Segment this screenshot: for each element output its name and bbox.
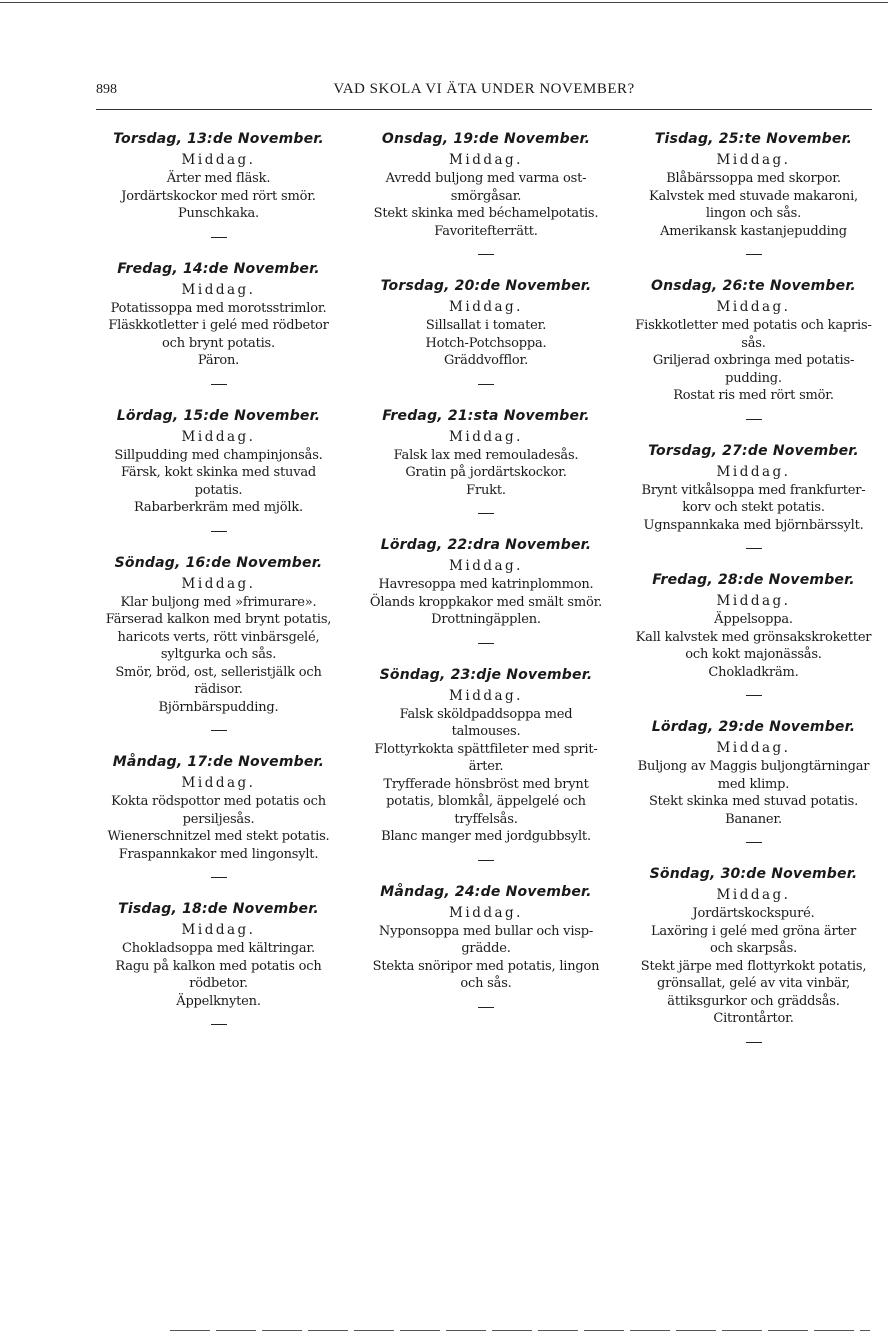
section-separator <box>746 842 762 843</box>
meal-label: Middag. <box>716 740 791 756</box>
meal-label: Middag. <box>716 152 791 168</box>
dish-line: Nyponsoppa med bullar och visp- <box>378 923 594 939</box>
day-entry <box>631 269 876 434</box>
section-separator <box>211 1024 227 1025</box>
day-heading: Måndag, 24:de November. <box>380 883 592 900</box>
day-entry <box>364 122 609 269</box>
day-entry <box>364 528 609 658</box>
day-heading: Torsdag, 13:de November. <box>113 131 324 147</box>
dish-line: Gräddvofflor. <box>443 353 529 368</box>
section-separator <box>211 237 227 238</box>
day-heading: Söndag, 30:de November. <box>649 866 858 882</box>
dish-line: Drottningäpplen. <box>431 612 541 627</box>
day-entry <box>631 857 876 1057</box>
dish-line: Äppelknyten. <box>176 993 261 1009</box>
meal-label: Middag. <box>716 299 791 315</box>
meal-label: Middag. <box>181 922 256 938</box>
meal-label: Middag. <box>449 558 523 574</box>
dish-line: Punschkaka. <box>177 206 259 221</box>
bottom-rule <box>170 1330 870 1331</box>
day-entry <box>96 399 341 546</box>
dish-line: korv och stekt potatis. <box>682 500 825 515</box>
day-heading: Fredag, 28:de November. <box>652 572 855 588</box>
day-heading: Söndag, 16:de November. <box>114 554 323 571</box>
dish-line: Klar buljong med »frimurare». <box>120 594 317 610</box>
dish-line: Stekt skinka med béchamelpotatis. <box>373 206 599 221</box>
dish-line: Potatissoppa med morotsstrimlor. <box>110 300 327 316</box>
dish-line: med klimp. <box>717 776 790 792</box>
section-separator <box>746 695 762 696</box>
dish-line: Fiskkotletter med potatis och kapris- <box>635 318 872 333</box>
dish-line: Gratin på jordärtskockor. <box>405 465 567 480</box>
dish-line: ärter. <box>468 759 504 774</box>
dish-line: Smör, bröd, ost, selleristjälk och <box>115 664 322 680</box>
section-separator <box>478 384 494 385</box>
dish-line: Ärter med fläsk. <box>166 171 271 186</box>
dish-line: och kokt majonässås. <box>685 647 822 662</box>
dish-line: pudding. <box>725 370 782 386</box>
dish-line: rödbetor. <box>189 976 248 991</box>
day-entry <box>364 269 609 399</box>
day-heading: Onsdag, 26:te November. <box>651 278 856 294</box>
dish-line: Amerikansk kastanjepudding <box>660 223 847 239</box>
section-separator <box>746 548 762 549</box>
meal-label: Middag. <box>449 687 523 704</box>
dish-line: Frukt. <box>466 482 506 498</box>
dish-line: Äppelsoppa. <box>714 612 793 627</box>
day-heading: Söndag, 23:dje November. <box>379 666 593 683</box>
day-entry <box>631 710 876 857</box>
day-entry <box>631 563 876 710</box>
menu-column-1 <box>96 122 341 1057</box>
day-heading: Torsdag, 20:de November. <box>380 278 592 294</box>
dish-line: Falsk lax med remouladesås. <box>393 447 579 463</box>
dish-line: Jordärtskockor med rört smör. <box>121 188 316 204</box>
day-heading: Fredag, 21:sta November. <box>382 407 590 424</box>
dish-line: Favoritefterrätt. <box>434 223 538 239</box>
dish-line: Citrontårtor. <box>713 1011 794 1026</box>
dish-line: smörgåsar. <box>450 188 522 204</box>
day-entry <box>631 434 876 564</box>
dish-line: persiljesås. <box>182 811 255 827</box>
dish-line: och sås. <box>460 976 512 991</box>
dish-line: Laxöring i gelé med gröna ärter <box>650 923 857 939</box>
meal-label: Middag. <box>181 152 256 168</box>
dish-line: sås. <box>741 335 766 351</box>
meal-label: Middag. <box>449 299 523 315</box>
dish-line: Rostat ris med rört smör. <box>673 388 834 403</box>
dish-line: Fläskkotletter i gelé med rödbetor <box>108 318 329 333</box>
dish-line: lingon och sås. <box>705 206 802 221</box>
section-separator <box>746 254 762 255</box>
day-entry <box>96 745 341 892</box>
top-border-rule <box>0 2 888 3</box>
dish-line: Havresoppa med katrinplommon. <box>378 577 594 592</box>
header-rule <box>96 109 872 110</box>
section-separator <box>478 1007 494 1008</box>
dish-line: Avredd buljong med varma ost- <box>385 171 587 186</box>
dish-line: Chokladkräm. <box>708 664 799 680</box>
section-separator <box>746 1042 762 1043</box>
day-entry <box>96 546 341 746</box>
dish-line: Flottyrkokta spättfileter med sprit- <box>374 741 598 757</box>
meal-label: Middag. <box>716 463 791 480</box>
day-heading: Lördag, 29:de November. <box>651 719 856 735</box>
day-heading: Onsdag, 19:de November. <box>381 131 591 147</box>
menu-column-2 <box>364 122 609 1057</box>
meal-label: Middag. <box>716 887 791 903</box>
meal-label: Middag. <box>716 593 791 609</box>
day-entry <box>364 875 609 1022</box>
dish-line: grönsallat, gelé av vita vinbär, <box>656 976 850 991</box>
section-separator <box>478 860 494 861</box>
section-separator <box>211 877 227 878</box>
day-heading: Lördag, 15:de November. <box>116 407 321 424</box>
dish-line: Björnbärspudding. <box>158 699 279 715</box>
dish-line: Sillsallat i tomater. <box>425 318 547 333</box>
dish-line: tryffelsås. <box>454 811 518 827</box>
day-entry <box>96 252 341 399</box>
day-heading: Tisdag, 25:te November. <box>654 131 853 147</box>
dish-line: Kall kalvstek med grönsakskroketter <box>635 629 872 645</box>
dish-line: Färserad kalkon med brynt potatis, <box>105 612 332 627</box>
meal-label: Middag. <box>449 904 523 921</box>
dish-line: potatis. <box>194 482 243 498</box>
dish-line: Blåbärssoppa med skorpor. <box>666 171 841 186</box>
page-number: 898 <box>96 82 117 97</box>
section-separator <box>211 531 227 532</box>
dish-line: Wienerschnitzel med stekt potatis. <box>107 829 330 844</box>
dish-line: Rabarberkräm med mjölk. <box>134 500 303 515</box>
dish-line: rädisor. <box>194 682 243 697</box>
dish-line: Ragu på kalkon med potatis och <box>115 958 322 974</box>
meal-label: Middag. <box>181 575 256 592</box>
section-separator <box>478 643 494 644</box>
day-entry <box>96 892 341 1039</box>
dish-line: Färsk, kokt skinka med stuvad <box>120 465 317 480</box>
dish-line: Chokladsoppa med kältringar. <box>122 941 315 956</box>
dish-line: och brynt potatis. <box>162 335 275 351</box>
dish-line: Falsk sköldpaddsoppa med <box>399 706 573 722</box>
menu-column-3 <box>631 122 876 1057</box>
dish-line: och skarpsås. <box>709 941 798 956</box>
dish-line: Ugnspannkaka med björnbärssylt. <box>643 517 864 533</box>
dish-line: Stekt järpe med flottyrkokt potatis, <box>640 958 867 974</box>
meal-label: Middag. <box>181 281 256 298</box>
page-title: VAD SKOLA VI ÄTA UNDER NOVEMBER? <box>333 81 635 97</box>
dish-line: Tryfferade hönsbröst med brynt <box>383 776 589 792</box>
section-separator <box>746 419 762 420</box>
dish-line: Hotch-Potchsoppa. <box>425 335 547 351</box>
dish-line: Jordärtskockspuré. <box>692 906 815 921</box>
day-heading: Lördag, 22:dra November. <box>380 537 592 553</box>
dish-line: potatis, blomkål, äppelgelé och <box>386 794 586 809</box>
dish-line: Griljerad oxbringa med potatis- <box>652 353 855 368</box>
page-header <box>96 78 872 104</box>
menu-columns <box>96 122 876 1057</box>
day-entry <box>631 122 876 269</box>
dish-line: haricots verts, rött vinbärsgelé, <box>117 629 320 645</box>
dish-line: Kalvstek med stuvade makaroni, <box>649 188 858 204</box>
day-entry <box>96 122 341 252</box>
dish-line: Stekta snöripor med potatis, lingon <box>372 958 600 974</box>
day-entry <box>364 658 609 875</box>
meal-label: Middag. <box>449 428 523 445</box>
day-heading: Måndag, 17:de November. <box>112 754 325 770</box>
day-heading: Fredag, 14:de November. <box>117 260 320 277</box>
section-separator <box>211 384 227 385</box>
meal-label: Middag. <box>181 428 256 445</box>
dish-line: Buljong av Maggis buljongtärningar <box>637 759 870 774</box>
dish-line: Ölands kroppkakor med smält smör. <box>369 594 603 610</box>
dish-line: Sillpudding med champinjonsås. <box>114 447 323 463</box>
dish-line: Fraspannkakor med lingonsylt. <box>118 846 319 862</box>
dish-line: Brynt vitkålsoppa med frankfurter- <box>641 482 866 498</box>
dish-line: talmouses. <box>451 724 521 739</box>
day-heading: Tisdag, 18:de November. <box>118 901 319 917</box>
meal-label: Middag. <box>181 775 256 791</box>
day-heading: Torsdag, 27:de November. <box>648 442 859 459</box>
day-entry <box>364 399 609 529</box>
dish-line: Blanc manger med jordgubbsylt. <box>381 829 591 844</box>
section-separator <box>478 254 494 255</box>
meal-label: Middag. <box>449 152 523 168</box>
dish-line: Päron. <box>197 353 240 368</box>
section-separator <box>478 513 494 514</box>
dish-line: Stekt skinka med stuvad potatis. <box>648 794 859 809</box>
dish-line: ättiksgurkor och gräddsås. <box>667 993 840 1009</box>
section-separator <box>211 730 227 731</box>
dish-line: syltgurka och sås. <box>160 647 277 662</box>
dish-line: Bananer. <box>725 811 782 827</box>
dish-line: Kokta rödspottor med potatis och <box>111 794 326 809</box>
dish-line: grädde. <box>461 941 511 956</box>
